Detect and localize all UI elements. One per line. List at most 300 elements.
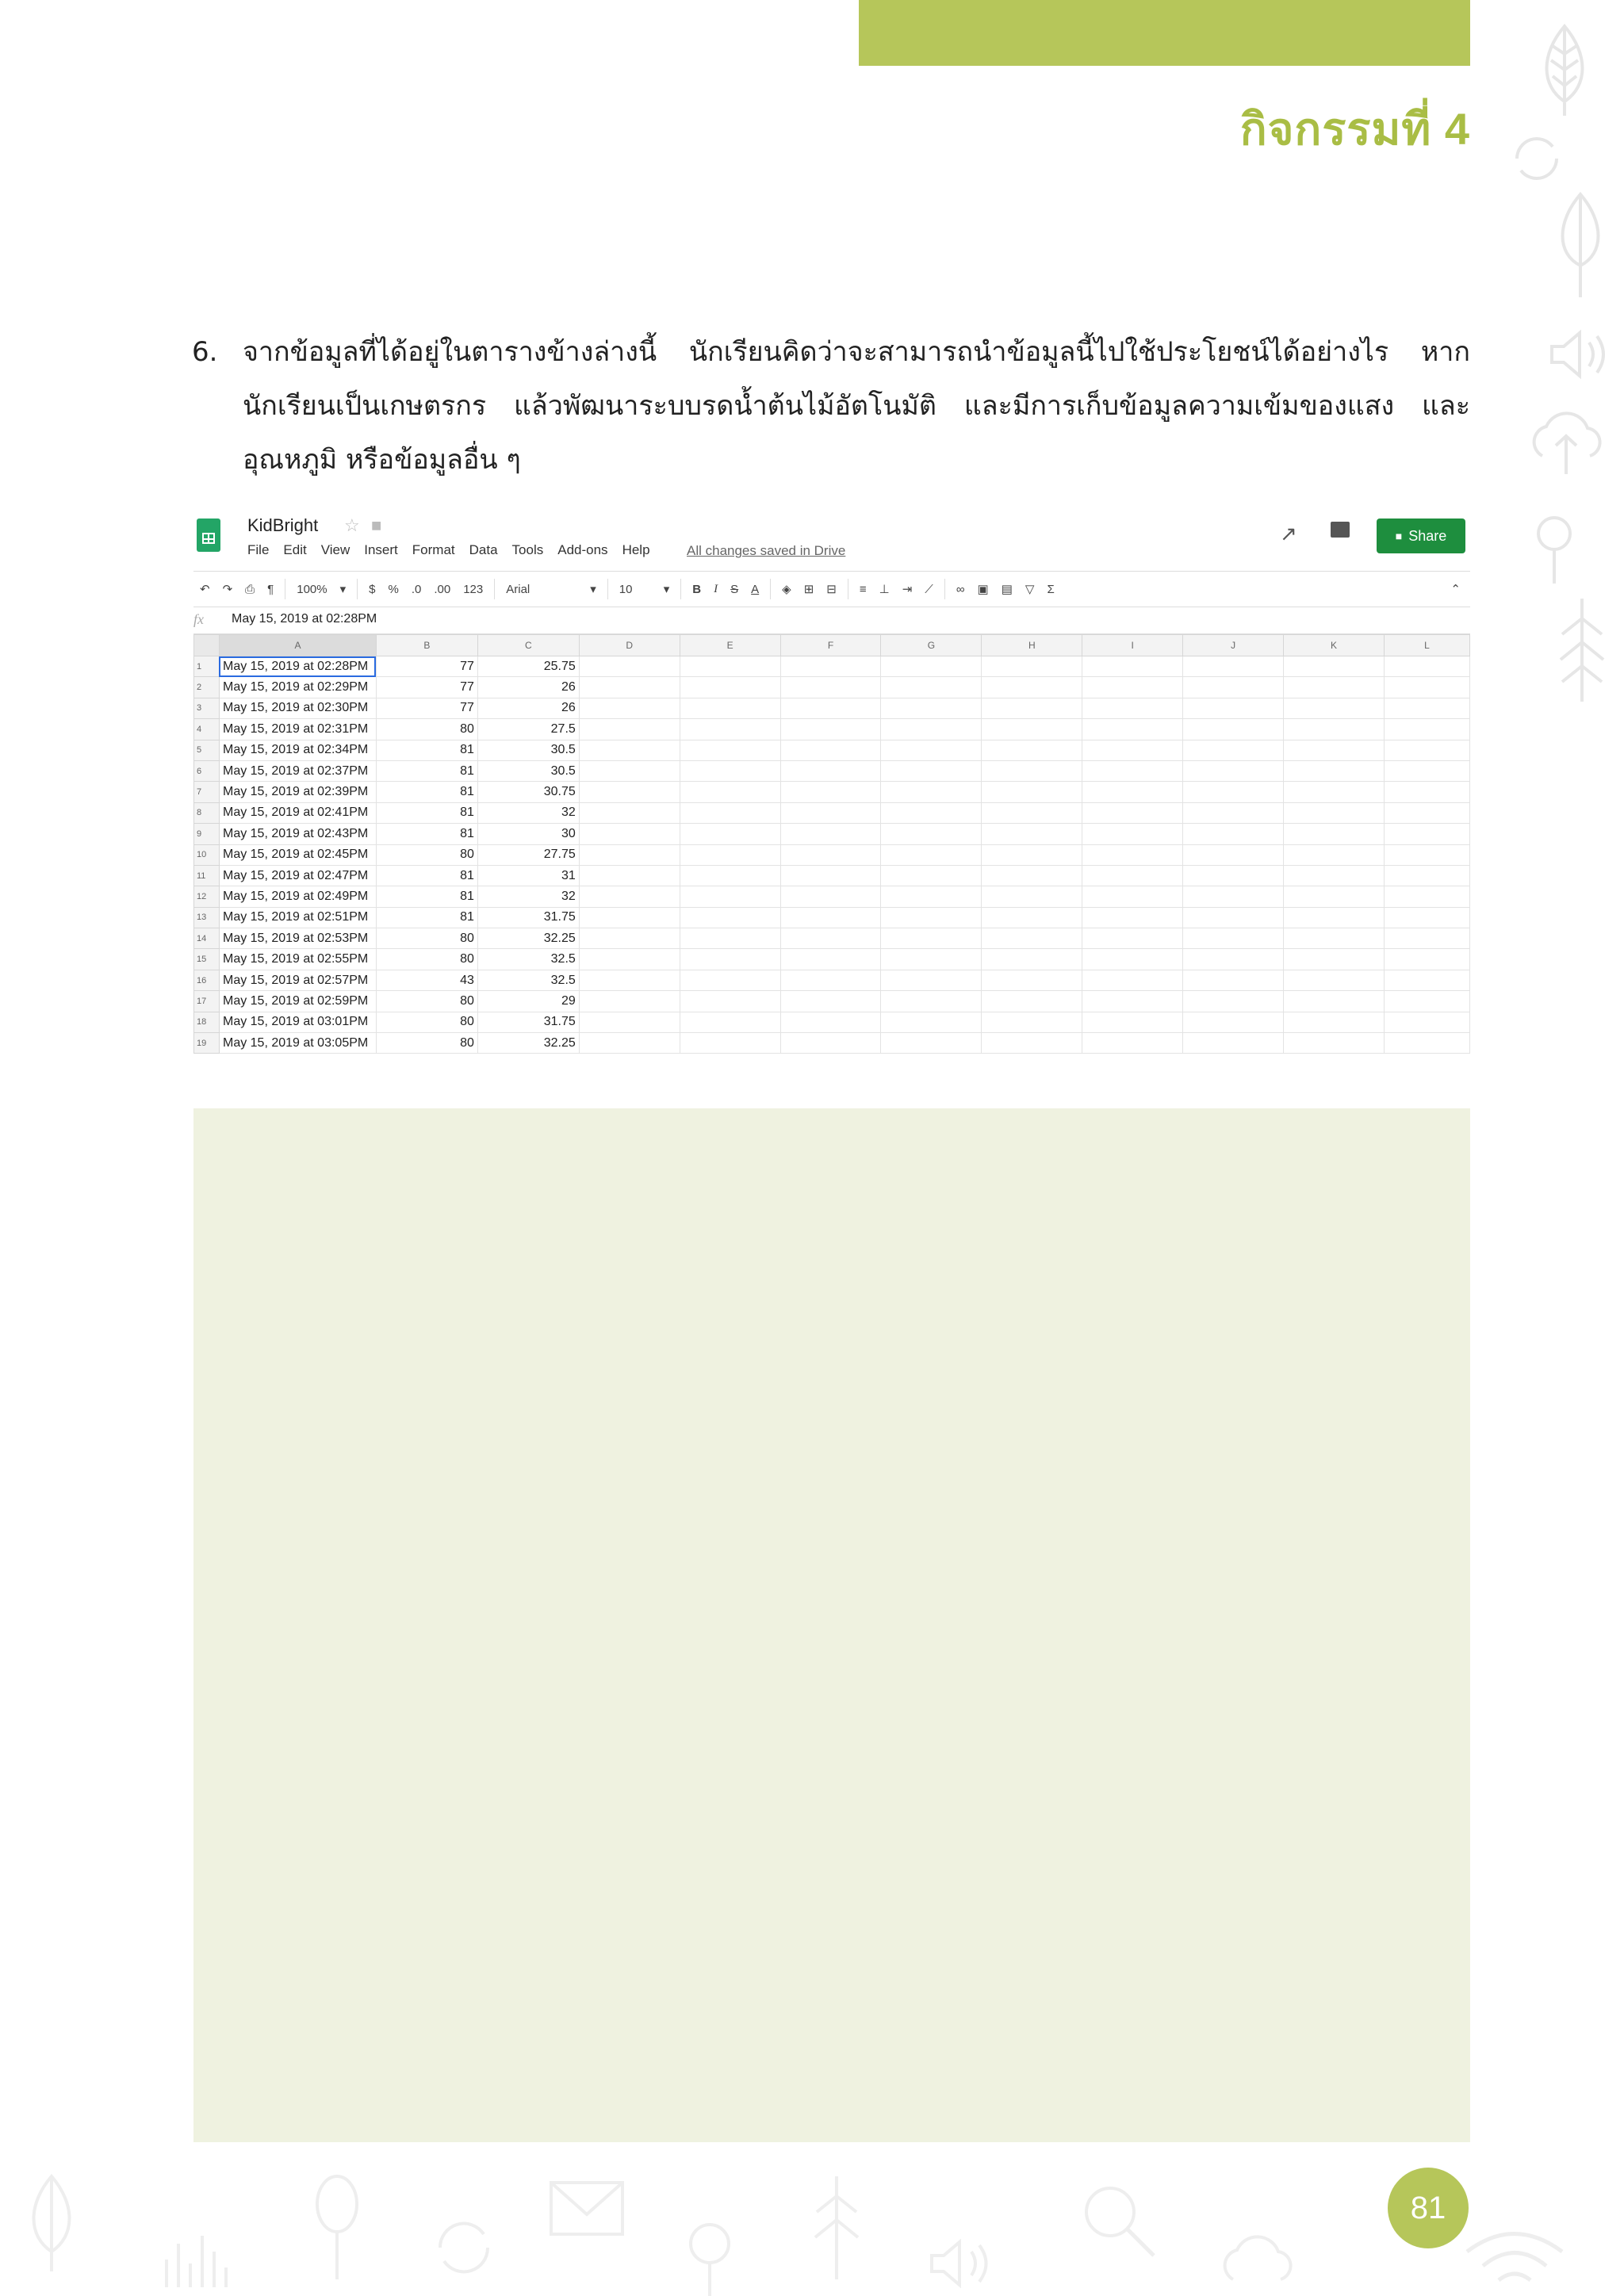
table-cell[interactable] — [1082, 656, 1183, 677]
table-cell[interactable] — [579, 760, 680, 781]
table-cell[interactable]: 32.25 — [477, 928, 579, 949]
table-cell[interactable]: 30.5 — [477, 760, 579, 781]
table-cell[interactable] — [680, 698, 780, 718]
column-header[interactable]: A — [219, 635, 376, 656]
table-cell[interactable]: May 15, 2019 at 02:28PM — [219, 656, 376, 677]
folder-icon[interactable]: ■ — [371, 515, 382, 535]
table-cell[interactable]: 25.75 — [477, 656, 579, 677]
table-cell[interactable] — [1384, 760, 1469, 781]
table-cell[interactable] — [1284, 656, 1385, 677]
font-chevron-icon[interactable]: ▾ — [590, 583, 596, 596]
table-cell[interactable] — [1384, 991, 1469, 1012]
table-cell[interactable] — [1183, 991, 1284, 1012]
table-cell[interactable]: 30.75 — [477, 782, 579, 802]
table-cell[interactable] — [579, 970, 680, 990]
text-color-button[interactable]: A — [751, 582, 760, 596]
increase-decimal-button[interactable]: .00 — [434, 582, 451, 596]
table-cell[interactable] — [1082, 760, 1183, 781]
table-cell[interactable]: 26 — [477, 698, 579, 718]
table-cell[interactable] — [1183, 802, 1284, 823]
table-cell[interactable] — [1082, 1033, 1183, 1054]
row-number[interactable]: 6 — [194, 760, 220, 781]
table-cell[interactable]: May 15, 2019 at 02:37PM — [219, 760, 376, 781]
table-cell[interactable] — [1082, 865, 1183, 886]
table-cell[interactable] — [1384, 656, 1469, 677]
table-cell[interactable] — [881, 1012, 982, 1032]
table-cell[interactable] — [982, 1033, 1082, 1054]
table-cell[interactable] — [1284, 970, 1385, 990]
row-number[interactable]: 7 — [194, 782, 220, 802]
document-title[interactable]: KidBright — [247, 515, 319, 535]
table-cell[interactable] — [1384, 907, 1469, 928]
zoom-select[interactable]: 100% — [297, 582, 327, 596]
menu-addons[interactable]: Add-ons — [557, 542, 608, 557]
menu-edit[interactable]: Edit — [283, 542, 307, 557]
table-cell[interactable] — [1284, 740, 1385, 760]
table-cell[interactable]: 81 — [376, 782, 477, 802]
table-cell[interactable] — [579, 1033, 680, 1054]
table-cell[interactable] — [1284, 760, 1385, 781]
table-cell[interactable] — [680, 970, 780, 990]
table-cell[interactable] — [579, 949, 680, 970]
table-cell[interactable] — [1183, 949, 1284, 970]
table-cell[interactable] — [579, 844, 680, 865]
table-cell[interactable] — [1384, 824, 1469, 844]
menu-format[interactable]: Format — [412, 542, 455, 557]
table-cell[interactable] — [1384, 844, 1469, 865]
table-cell[interactable] — [1284, 991, 1385, 1012]
table-cell[interactable]: 27.75 — [477, 844, 579, 865]
table-cell[interactable] — [982, 740, 1082, 760]
table-cell[interactable]: May 15, 2019 at 02:59PM — [219, 991, 376, 1012]
table-cell[interactable]: 81 — [376, 802, 477, 823]
table-cell[interactable]: May 15, 2019 at 02:49PM — [219, 886, 376, 907]
table-cell[interactable] — [982, 760, 1082, 781]
table-cell[interactable]: 32.5 — [477, 970, 579, 990]
menu-insert[interactable]: Insert — [364, 542, 398, 557]
fill-color-icon[interactable]: ◈ — [782, 583, 791, 596]
row-number[interactable]: 11 — [194, 865, 220, 886]
formula-input[interactable]: May 15, 2019 at 02:28PM — [232, 612, 377, 626]
table-cell[interactable] — [982, 656, 1082, 677]
text-rotate-icon[interactable]: ⟋ — [925, 582, 933, 596]
row-number[interactable]: 4 — [194, 719, 220, 740]
table-cell[interactable] — [1284, 928, 1385, 949]
table-cell[interactable]: 80 — [376, 844, 477, 865]
table-cell[interactable] — [1284, 949, 1385, 970]
row-number[interactable]: 1 — [194, 656, 220, 677]
table-cell[interactable] — [1082, 824, 1183, 844]
table-cell[interactable] — [1082, 719, 1183, 740]
table-cell[interactable] — [780, 760, 881, 781]
table-cell[interactable] — [1284, 802, 1385, 823]
table-cell[interactable]: 32.25 — [477, 1033, 579, 1054]
table-cell[interactable]: 81 — [376, 907, 477, 928]
answer-box[interactable] — [193, 1108, 1470, 2142]
table-cell[interactable] — [1284, 782, 1385, 802]
currency-button[interactable]: $ — [369, 582, 376, 596]
merge-cells-icon[interactable]: ⊟ — [826, 583, 837, 596]
comment-icon[interactable] — [1331, 522, 1350, 538]
table-cell[interactable]: 80 — [376, 949, 477, 970]
link-icon[interactable]: ∞ — [956, 582, 965, 596]
table-cell[interactable] — [1384, 698, 1469, 718]
table-cell[interactable] — [1082, 886, 1183, 907]
column-header[interactable]: C — [477, 635, 579, 656]
table-cell[interactable]: 80 — [376, 991, 477, 1012]
table-cell[interactable] — [982, 802, 1082, 823]
table-cell[interactable]: May 15, 2019 at 02:34PM — [219, 740, 376, 760]
table-cell[interactable] — [881, 740, 982, 760]
table-cell[interactable] — [1384, 865, 1469, 886]
table-cell[interactable] — [881, 865, 982, 886]
table-cell[interactable]: 32 — [477, 886, 579, 907]
table-cell[interactable] — [881, 656, 982, 677]
table-cell[interactable] — [1183, 656, 1284, 677]
table-cell[interactable] — [1183, 677, 1284, 698]
table-cell[interactable] — [1183, 907, 1284, 928]
row-number[interactable]: 18 — [194, 1012, 220, 1032]
column-header[interactable]: G — [881, 635, 982, 656]
strikethrough-button[interactable]: S — [730, 582, 739, 596]
column-header[interactable]: I — [1082, 635, 1183, 656]
table-cell[interactable]: May 15, 2019 at 02:31PM — [219, 719, 376, 740]
row-number[interactable]: 19 — [194, 1033, 220, 1054]
table-cell[interactable] — [881, 907, 982, 928]
table-cell[interactable]: May 15, 2019 at 03:05PM — [219, 1033, 376, 1054]
table-cell[interactable] — [1284, 1012, 1385, 1032]
table-cell[interactable]: 80 — [376, 1012, 477, 1032]
table-cell[interactable]: May 15, 2019 at 02:39PM — [219, 782, 376, 802]
table-cell[interactable] — [579, 886, 680, 907]
table-cell[interactable]: 26 — [477, 677, 579, 698]
table-cell[interactable] — [1183, 782, 1284, 802]
table-cell[interactable] — [1082, 1012, 1183, 1032]
table-cell[interactable] — [579, 740, 680, 760]
table-cell[interactable] — [1183, 886, 1284, 907]
table-cell[interactable] — [982, 824, 1082, 844]
menu-view[interactable]: View — [320, 542, 350, 557]
row-number[interactable]: 13 — [194, 907, 220, 928]
table-cell[interactable]: 32.5 — [477, 949, 579, 970]
table-cell[interactable] — [1183, 970, 1284, 990]
table-cell[interactable]: 77 — [376, 677, 477, 698]
table-cell[interactable] — [780, 824, 881, 844]
redo-icon[interactable]: ↷ — [222, 583, 233, 596]
table-cell[interactable] — [982, 970, 1082, 990]
table-cell[interactable] — [881, 949, 982, 970]
table-cell[interactable] — [1284, 844, 1385, 865]
chart-icon[interactable]: ▤ — [1001, 583, 1013, 596]
table-cell[interactable]: May 15, 2019 at 02:55PM — [219, 949, 376, 970]
table-cell[interactable] — [579, 824, 680, 844]
table-cell[interactable] — [1082, 949, 1183, 970]
print-icon[interactable]: ⎙ — [245, 582, 255, 596]
row-number[interactable]: 15 — [194, 949, 220, 970]
table-cell[interactable] — [1284, 824, 1385, 844]
font-select[interactable]: Arial — [506, 582, 530, 596]
select-all-corner[interactable] — [194, 635, 220, 656]
table-cell[interactable] — [1384, 949, 1469, 970]
menu-help[interactable]: Help — [622, 542, 650, 557]
menu-file[interactable]: File — [247, 542, 270, 557]
table-cell[interactable]: 30.5 — [477, 740, 579, 760]
table-cell[interactable] — [780, 928, 881, 949]
table-cell[interactable] — [579, 802, 680, 823]
table-cell[interactable] — [982, 677, 1082, 698]
saved-status-link[interactable]: All changes saved in Drive — [687, 543, 846, 558]
table-cell[interactable] — [680, 991, 780, 1012]
table-cell[interactable] — [579, 656, 680, 677]
table-cell[interactable] — [1284, 907, 1385, 928]
table-cell[interactable] — [881, 802, 982, 823]
table-cell[interactable] — [780, 865, 881, 886]
table-cell[interactable] — [1082, 698, 1183, 718]
table-cell[interactable] — [1082, 844, 1183, 865]
table-cell[interactable] — [780, 844, 881, 865]
table-cell[interactable] — [881, 844, 982, 865]
bold-button[interactable]: B — [692, 582, 702, 596]
table-cell[interactable]: May 15, 2019 at 02:29PM — [219, 677, 376, 698]
table-cell[interactable] — [982, 865, 1082, 886]
row-number[interactable]: 10 — [194, 844, 220, 865]
table-cell[interactable] — [1183, 824, 1284, 844]
table-cell[interactable]: 81 — [376, 824, 477, 844]
table-cell[interactable]: 81 — [376, 886, 477, 907]
row-number[interactable]: 9 — [194, 824, 220, 844]
table-cell[interactable] — [1384, 782, 1469, 802]
table-cell[interactable]: 77 — [376, 656, 477, 677]
table-cell[interactable] — [881, 824, 982, 844]
table-cell[interactable] — [1384, 802, 1469, 823]
table-cell[interactable] — [780, 1033, 881, 1054]
table-cell[interactable]: May 15, 2019 at 03:01PM — [219, 1012, 376, 1032]
table-cell[interactable] — [881, 970, 982, 990]
percent-button[interactable]: % — [388, 582, 399, 596]
table-cell[interactable]: 31.75 — [477, 1012, 579, 1032]
table-cell[interactable]: 80 — [376, 719, 477, 740]
font-size-chevron-icon[interactable]: ▾ — [663, 583, 670, 596]
menu-tools[interactable]: Tools — [511, 542, 544, 557]
table-cell[interactable] — [780, 907, 881, 928]
table-cell[interactable] — [1183, 719, 1284, 740]
table-cell[interactable] — [1384, 677, 1469, 698]
functions-button[interactable]: Σ — [1047, 582, 1055, 596]
table-cell[interactable] — [1284, 719, 1385, 740]
table-cell[interactable] — [1082, 782, 1183, 802]
sheets-logo-icon[interactable] — [197, 519, 220, 552]
table-cell[interactable] — [680, 782, 780, 802]
table-cell[interactable] — [579, 719, 680, 740]
table-cell[interactable] — [680, 1033, 780, 1054]
table-cell[interactable] — [1284, 886, 1385, 907]
table-cell[interactable] — [1384, 886, 1469, 907]
table-cell[interactable]: May 15, 2019 at 02:43PM — [219, 824, 376, 844]
table-cell[interactable]: May 15, 2019 at 02:45PM — [219, 844, 376, 865]
table-cell[interactable] — [680, 865, 780, 886]
borders-icon[interactable]: ⊞ — [803, 583, 814, 596]
comment-add-icon[interactable]: ▣ — [977, 583, 989, 596]
italic-button[interactable]: I — [714, 582, 718, 595]
table-cell[interactable] — [680, 907, 780, 928]
table-cell[interactable] — [680, 844, 780, 865]
table-cell[interactable] — [579, 991, 680, 1012]
column-header[interactable]: K — [1284, 635, 1385, 656]
table-cell[interactable]: May 15, 2019 at 02:57PM — [219, 970, 376, 990]
table-cell[interactable] — [780, 782, 881, 802]
table-cell[interactable] — [579, 782, 680, 802]
table-cell[interactable] — [680, 656, 780, 677]
table-cell[interactable] — [780, 949, 881, 970]
table-cell[interactable] — [1384, 1012, 1469, 1032]
table-cell[interactable] — [1183, 928, 1284, 949]
table-cell[interactable] — [1284, 698, 1385, 718]
table-cell[interactable] — [1082, 677, 1183, 698]
font-size-select[interactable]: 10 — [619, 582, 633, 596]
table-cell[interactable] — [881, 991, 982, 1012]
filter-icon[interactable]: ▽ — [1025, 583, 1035, 596]
align-vertical-icon[interactable]: ⊥ — [879, 583, 890, 596]
table-cell[interactable]: 81 — [376, 740, 477, 760]
table-cell[interactable] — [1183, 760, 1284, 781]
align-horizontal-icon[interactable]: ≡ — [859, 582, 867, 596]
activity-trend-icon[interactable]: ↗ — [1280, 522, 1297, 545]
table-cell[interactable]: May 15, 2019 at 02:53PM — [219, 928, 376, 949]
table-cell[interactable] — [579, 907, 680, 928]
table-cell[interactable] — [680, 886, 780, 907]
row-number[interactable]: 17 — [194, 991, 220, 1012]
table-cell[interactable] — [982, 886, 1082, 907]
decrease-decimal-button[interactable]: .0 — [411, 582, 422, 596]
table-cell[interactable] — [680, 760, 780, 781]
row-number[interactable]: 16 — [194, 970, 220, 990]
table-cell[interactable] — [1082, 907, 1183, 928]
table-cell[interactable]: 81 — [376, 760, 477, 781]
table-cell[interactable] — [1384, 1033, 1469, 1054]
table-cell[interactable] — [680, 719, 780, 740]
table-cell[interactable] — [982, 698, 1082, 718]
table-cell[interactable]: 43 — [376, 970, 477, 990]
table-cell[interactable]: 31.75 — [477, 907, 579, 928]
table-cell[interactable] — [780, 677, 881, 698]
table-cell[interactable] — [780, 802, 881, 823]
undo-icon[interactable]: ↶ — [200, 583, 210, 596]
table-cell[interactable] — [982, 907, 1082, 928]
table-cell[interactable]: May 15, 2019 at 02:41PM — [219, 802, 376, 823]
table-cell[interactable] — [1183, 844, 1284, 865]
table-cell[interactable]: 80 — [376, 1033, 477, 1054]
column-header[interactable]: L — [1384, 635, 1469, 656]
column-header[interactable]: D — [579, 635, 680, 656]
column-header[interactable]: F — [780, 635, 881, 656]
row-number[interactable]: 8 — [194, 802, 220, 823]
table-cell[interactable] — [982, 949, 1082, 970]
table-cell[interactable] — [1284, 677, 1385, 698]
table-cell[interactable] — [780, 970, 881, 990]
table-cell[interactable] — [579, 1012, 680, 1032]
table-cell[interactable]: 29 — [477, 991, 579, 1012]
paint-format-icon[interactable]: ¶ — [267, 582, 274, 596]
table-cell[interactable] — [780, 698, 881, 718]
table-cell[interactable]: 27.5 — [477, 719, 579, 740]
table-cell[interactable] — [1183, 698, 1284, 718]
table-cell[interactable] — [680, 949, 780, 970]
table-cell[interactable] — [680, 677, 780, 698]
table-cell[interactable] — [1183, 1033, 1284, 1054]
table-cell[interactable] — [881, 760, 982, 781]
table-cell[interactable] — [1082, 740, 1183, 760]
table-cell[interactable] — [780, 991, 881, 1012]
table-cell[interactable] — [982, 928, 1082, 949]
table-cell[interactable] — [1384, 970, 1469, 990]
column-header[interactable]: E — [680, 635, 780, 656]
table-cell[interactable] — [982, 844, 1082, 865]
table-cell[interactable] — [1183, 865, 1284, 886]
table-cell[interactable] — [982, 991, 1082, 1012]
row-number[interactable]: 12 — [194, 886, 220, 907]
table-cell[interactable] — [982, 719, 1082, 740]
text-wrap-icon[interactable]: ⇥ — [902, 583, 913, 596]
table-cell[interactable] — [1284, 1033, 1385, 1054]
table-cell[interactable] — [1183, 740, 1284, 760]
table-cell[interactable]: 77 — [376, 698, 477, 718]
column-header[interactable]: H — [982, 635, 1082, 656]
table-cell[interactable] — [579, 928, 680, 949]
table-cell[interactable] — [579, 677, 680, 698]
table-cell[interactable] — [1082, 991, 1183, 1012]
table-cell[interactable] — [1082, 928, 1183, 949]
table-cell[interactable]: 80 — [376, 928, 477, 949]
table-cell[interactable] — [780, 1012, 881, 1032]
table-cell[interactable] — [680, 1012, 780, 1032]
table-cell[interactable] — [881, 719, 982, 740]
row-number[interactable]: 5 — [194, 740, 220, 760]
column-header[interactable]: J — [1183, 635, 1284, 656]
table-cell[interactable] — [982, 782, 1082, 802]
menu-data[interactable]: Data — [469, 542, 498, 557]
share-button[interactable] — [1377, 519, 1465, 553]
table-cell[interactable] — [780, 740, 881, 760]
number-format-button[interactable]: 123 — [463, 582, 484, 596]
table-cell[interactable]: May 15, 2019 at 02:30PM — [219, 698, 376, 718]
table-cell[interactable] — [1384, 740, 1469, 760]
table-cell[interactable] — [680, 740, 780, 760]
table-cell[interactable]: May 15, 2019 at 02:47PM — [219, 865, 376, 886]
table-cell[interactable]: 81 — [376, 865, 477, 886]
table-cell[interactable] — [881, 698, 982, 718]
table-cell[interactable] — [579, 865, 680, 886]
table-cell[interactable] — [881, 677, 982, 698]
collapse-chevron-icon[interactable]: ⌃ — [1450, 583, 1461, 596]
table-cell[interactable] — [579, 698, 680, 718]
table-cell[interactable] — [881, 886, 982, 907]
table-cell[interactable] — [680, 802, 780, 823]
row-number[interactable]: 2 — [194, 677, 220, 698]
table-cell[interactable] — [1082, 802, 1183, 823]
table-cell[interactable]: 30 — [477, 824, 579, 844]
table-cell[interactable]: May 15, 2019 at 02:51PM — [219, 907, 376, 928]
table-cell[interactable] — [1384, 928, 1469, 949]
zoom-chevron-icon[interactable]: ▾ — [339, 583, 347, 596]
table-cell[interactable] — [780, 656, 881, 677]
row-number[interactable]: 14 — [194, 928, 220, 949]
table-cell[interactable] — [780, 719, 881, 740]
table-cell[interactable] — [881, 1033, 982, 1054]
table-cell[interactable]: 31 — [477, 865, 579, 886]
star-icon[interactable]: ☆ — [344, 515, 360, 535]
column-header[interactable]: B — [376, 635, 477, 656]
table-cell[interactable] — [680, 928, 780, 949]
